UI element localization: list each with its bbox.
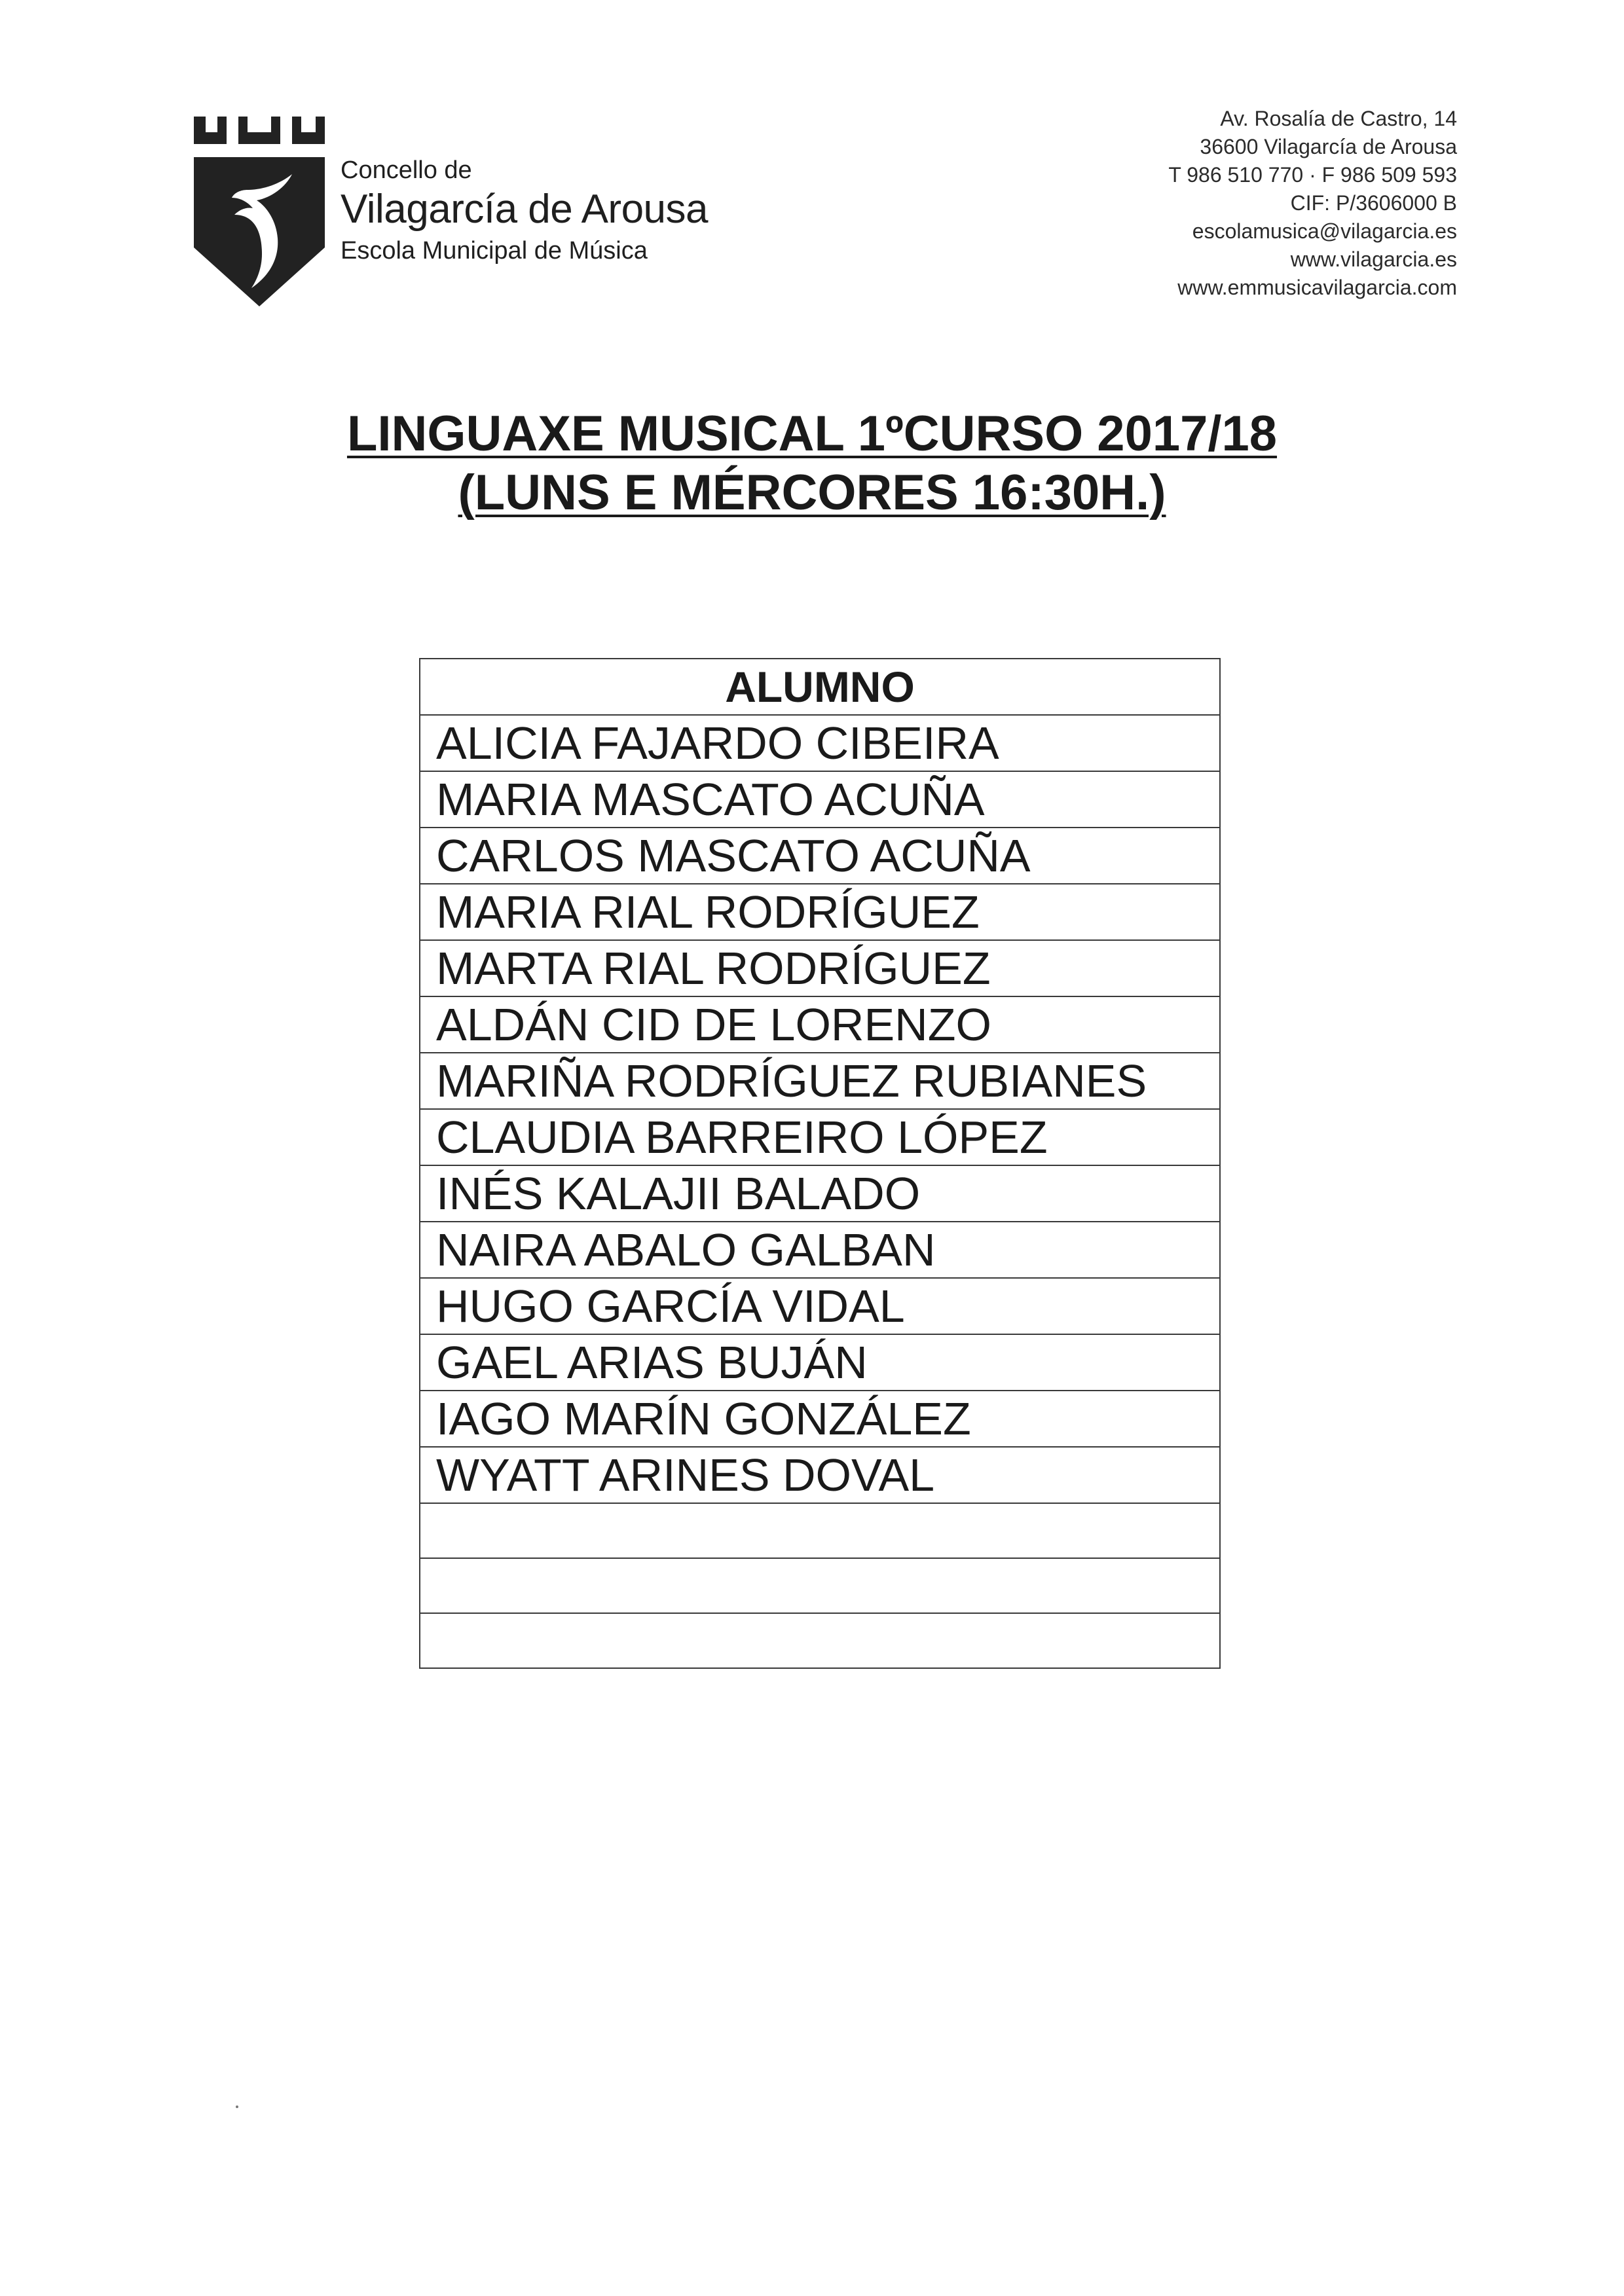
student-name-cell xyxy=(420,1558,1220,1613)
contact-address: Av. Rosalía de Castro, 14 xyxy=(1220,107,1457,130)
student-name-cell: INÉS KALAJII BALADO xyxy=(420,1165,1220,1222)
table-row xyxy=(420,996,1220,1053)
student-name-cell xyxy=(420,1613,1220,1668)
title-line-2: (LUNS E MÉRCORES 16:30H.) xyxy=(458,465,1166,520)
table-row xyxy=(420,1613,1220,1668)
table-row xyxy=(420,771,1220,828)
title-line-1: LINGUAXE MUSICAL 1ºCURSO 2017/18 xyxy=(346,406,1278,462)
column-header-alumno: ALUMNO xyxy=(420,659,1220,715)
table-header-row xyxy=(420,659,1220,715)
student-name-cell: MARIA RIAL RODRÍGUEZ xyxy=(420,884,1220,940)
contact-block xyxy=(1168,105,1457,302)
student-name-cell: CARLOS MASCATO ACUÑA xyxy=(420,828,1220,884)
table-row xyxy=(420,1165,1220,1222)
table-row xyxy=(420,1278,1220,1334)
student-name-cell: ALDÁN CID DE LORENZO xyxy=(420,996,1220,1053)
student-name-cell: CLAUDIA BARREIRO LÓPEZ xyxy=(420,1109,1220,1165)
student-name-cell: HUGO GARCÍA VIDAL xyxy=(420,1278,1220,1334)
contact-web: www.vilagarcia.es xyxy=(1290,247,1457,271)
contact-postal: 36600 Vilagarcía de Arousa xyxy=(1200,135,1457,158)
table-row xyxy=(420,1109,1220,1165)
table-row xyxy=(420,1558,1220,1613)
student-name-cell xyxy=(420,1503,1220,1558)
student-name-cell: IAGO MARÍN GONZÁLEZ xyxy=(420,1391,1220,1447)
contact-web-school: www.emmusicavilagarcia.com xyxy=(1177,276,1457,299)
student-name-cell: ALICIA FAJARDO CIBEIRA xyxy=(420,715,1220,771)
student-name-cell: MARTA RIAL RODRÍGUEZ xyxy=(420,940,1220,996)
organization-block xyxy=(341,156,708,267)
table-row xyxy=(420,1334,1220,1391)
contact-cif: CIF: P/3606000 B xyxy=(1290,191,1457,215)
student-name-cell: MARIA MASCATO ACUÑA xyxy=(420,771,1220,828)
table-row xyxy=(420,1053,1220,1109)
table-row xyxy=(420,940,1220,996)
student-table xyxy=(419,658,1221,1669)
table-row xyxy=(420,1447,1220,1503)
table-row xyxy=(420,1222,1220,1278)
org-school: Escola Municipal de Música xyxy=(341,237,648,264)
org-name: Vilagarcía de Arousa xyxy=(341,187,709,232)
student-name-cell: WYATT ARINES DOVAL xyxy=(420,1447,1220,1503)
table-row xyxy=(420,715,1220,771)
scan-speck xyxy=(236,2105,238,2108)
vilagarcia-crest-icon xyxy=(194,117,325,306)
table-row xyxy=(420,828,1220,884)
org-prefix: Concello de xyxy=(341,156,472,184)
student-name-cell: GAEL ARIAS BUJÁN xyxy=(420,1334,1220,1391)
document-title xyxy=(0,405,1624,522)
table-row xyxy=(420,1503,1220,1558)
contact-phone: T 986 510 770 · F 986 509 593 xyxy=(1168,163,1457,187)
student-name-cell: MARIÑA RODRÍGUEZ RUBIANES xyxy=(420,1053,1220,1109)
table-row xyxy=(420,884,1220,940)
table-body xyxy=(420,715,1220,1668)
student-name-cell: NAIRA ABALO GALBAN xyxy=(420,1222,1220,1278)
contact-email: escolamusica@vilagarcia.es xyxy=(1192,219,1457,243)
table-row xyxy=(420,1391,1220,1447)
